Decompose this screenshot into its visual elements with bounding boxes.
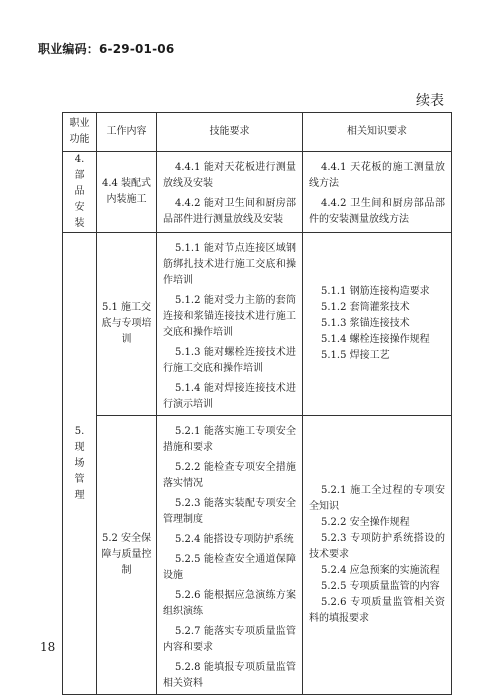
continued-label: 续表 <box>416 93 444 109</box>
skill-cell-5-1 <box>157 233 303 416</box>
header-func-line: 职业 <box>69 118 90 129</box>
standards-table <box>62 112 452 695</box>
know-item: 5.1.2 套筒灌浆技术 <box>321 302 410 313</box>
know-item: 5.2.1 施工全过程的专项安全知识 <box>309 485 445 512</box>
work-cell-5-2: 5.2 安全保障与质量控制 <box>97 416 157 695</box>
know-cell-5-1 <box>303 233 452 416</box>
know-item: 4.4.1 天花板的施工测量放线方法 <box>309 162 445 189</box>
know-item: 5.2.3 专项防护系统搭设的技术要求 <box>309 533 445 560</box>
work-cell-4-4: 4.4 装配式内装施工 <box>97 152 157 233</box>
skill-item: 5.1.3 能对螺栓连接技术进行施工交底和操作培训 <box>163 347 296 374</box>
know-item: 5.2.5 专项质量监管的内容 <box>321 581 440 592</box>
header-work: 工作内容 <box>97 113 157 152</box>
header-func-line: 功能 <box>69 134 90 145</box>
skill-item: 5.2.7 能落实专项质量监管内容和要求 <box>163 626 296 653</box>
work-cell-5-1: 5.1 施工交底与专项培训 <box>97 233 157 416</box>
know-item: 5.2.6 专项质量监管相关资料的填报要求 <box>309 597 445 624</box>
occupation-code: 职业编码：6-29-01-06 <box>38 42 175 56</box>
skill-item: 5.2.8 能填报专项质量监管相关资料 <box>163 662 296 689</box>
func-char: 部 <box>74 170 85 181</box>
skill-item: 5.1.4 能对焊接连接技术进行演示培训 <box>163 383 296 410</box>
know-item: 5.1.1 钢筋连接构造要求 <box>321 286 430 297</box>
func-cell-site-management <box>63 233 97 695</box>
skill-item: 4.4.1 能对天花板进行测量放线及安装 <box>163 162 296 189</box>
func-char: 装 <box>74 218 85 229</box>
know-item: 5.2.2 安全操作规程 <box>321 517 410 528</box>
func-char: 5. <box>74 425 85 437</box>
skill-item: 5.2.2 能检查专项安全措施落实情况 <box>163 462 296 489</box>
func-char: 安 <box>74 202 85 213</box>
know-item: 5.1.5 焊接工艺 <box>321 350 390 361</box>
table-row <box>63 233 452 416</box>
func-char: 场 <box>74 457 85 469</box>
skill-item: 5.1.1 能对节点连接区域钢筋绑扎技术进行施工交底和操作培训 <box>163 243 296 286</box>
func-char: 4. <box>74 154 85 165</box>
skill-item: 5.2.1 能落实施工专项安全措施和要求 <box>163 426 296 453</box>
skill-cell-5-2 <box>157 416 303 695</box>
know-cell-5-2 <box>303 416 452 695</box>
func-char: 管 <box>74 473 85 485</box>
know-item: 5.1.3 浆锚连接技术 <box>321 318 410 329</box>
know-item: 5.1.4 螺栓连接操作规程 <box>321 334 430 345</box>
func-char: 理 <box>74 489 85 501</box>
header-skill: 技能要求 <box>157 113 303 152</box>
func-char: 品 <box>74 186 85 197</box>
skill-item: 4.4.2 能对卫生间和厨房部品部件进行测量放线及安装 <box>163 198 296 225</box>
table-row <box>63 152 452 233</box>
skill-item: 5.1.2 能对受力主筋的套筒连接和浆锚连接技术进行施工交底和操作培训 <box>163 295 296 338</box>
know-item: 5.2.4 应急预案的实施流程 <box>321 565 440 576</box>
table-row <box>63 416 452 695</box>
know-cell-4-4 <box>303 152 452 233</box>
func-char: 现 <box>74 441 85 453</box>
know-item: 4.4.2 卫生间和厨房部品部件的安装测量放线方法 <box>309 198 445 225</box>
header-know: 相关知识要求 <box>303 113 452 152</box>
skill-item: 5.2.4 能搭设专项防护系统 <box>175 534 294 545</box>
table-header-row <box>63 113 452 152</box>
skill-item: 5.2.5 能检查安全通道保障设施 <box>163 554 296 581</box>
skill-item: 5.2.3 能落实装配专项安全管理制度 <box>163 498 296 525</box>
page-number: 18 <box>40 640 56 654</box>
header-func <box>63 113 97 152</box>
skill-cell-4-4 <box>157 152 303 233</box>
skill-item: 5.2.6 能根据应急演练方案组织演练 <box>163 590 296 617</box>
func-cell-parts-install <box>63 152 97 233</box>
